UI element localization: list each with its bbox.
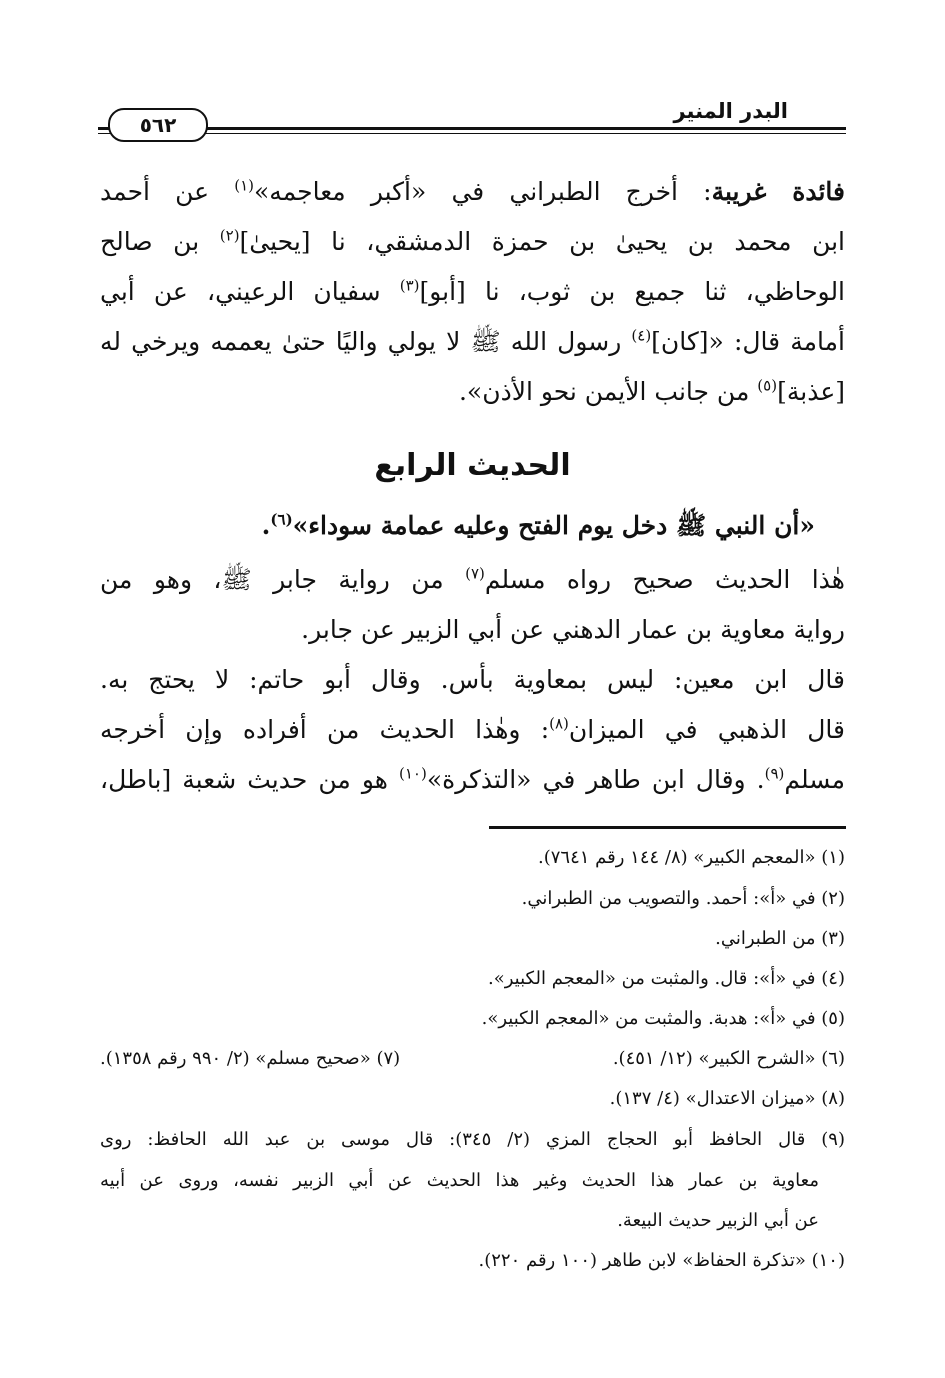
benefit-label: فائدة غريبة xyxy=(711,177,845,206)
footnote-9-line-1: (٩) قال الحافظ أبو الحجاج المزي (٢/ ٣٤٥): قال موسى بن عبد الله الحافظ: روى xyxy=(100,1129,845,1150)
footnote-ref: (٢) xyxy=(219,226,240,245)
body-text: : أخرج الطبراني في «أكبر معاجمه» xyxy=(254,177,712,206)
footnote-ref: (٧) xyxy=(465,564,485,583)
footnote-9-line-3: عن أبي الزبير حديث البيعة. xyxy=(617,1210,819,1231)
footnote-5: (٥) في «أ»: هدبة. والمثبت من «المعجم الكبير». xyxy=(481,1008,845,1029)
footnote-separator xyxy=(489,826,846,829)
body-text: من جانب الأيمن نحو الأذن». xyxy=(458,377,758,406)
section-title: الحديث الرابع xyxy=(374,448,571,483)
book-title: البدر المنير xyxy=(673,99,788,123)
hadith-quote: «أن النبي ﷺ دخل يوم الفتح وعليه عمامة سوداء» xyxy=(292,511,815,540)
footnote-10: (١٠) «تذكرة الحفاظ» لابن طاهر (١٠٠ رقم ٢٢٠). xyxy=(478,1250,845,1271)
body-line-4 xyxy=(100,322,845,362)
footnote-1: (١) «المعجم الكبير» (٨/ ١٤٤ رقم ٧٦٤١). xyxy=(538,847,845,868)
body-line-7: رواية معاوية بن عمار الدهني عن أبي الزبير عن جابر. xyxy=(301,615,845,644)
body-text: هو من حديث شعبة [باطل، xyxy=(100,765,399,794)
body-text: [عذبة] xyxy=(777,377,845,406)
body-text: هٰذا الحديث صحيح رواه مسلم xyxy=(484,565,845,594)
footnote-ref: (٣) xyxy=(399,276,420,295)
footnote-ref: (١) xyxy=(234,176,254,195)
body-text: سفيان الرعيني، عن أبي xyxy=(100,277,400,306)
footnote-9-line-2: معاوية بن عمار هذا الحديث وغير هذا الحديث عن أبي الزبير نفسه، وروى عن أبيه xyxy=(100,1170,819,1191)
body-text: أمامة قال: «[كان] xyxy=(651,327,845,356)
footnote-ref: (٩) xyxy=(764,764,785,783)
page-header xyxy=(98,96,846,146)
body-text: رسول الله ﷺ لا يولي واليًا حتىٰ يعممه ويرخي له xyxy=(100,327,632,356)
footnote-ref: (٤) xyxy=(631,326,652,345)
footnote-3: (٣) من الطبراني. xyxy=(715,928,845,949)
body-text: بن صالح xyxy=(100,227,220,256)
body-line-10 xyxy=(100,760,845,800)
page-number: ٥٦٢ xyxy=(108,108,208,142)
body-text: من رواية جابر ﷺ، وهو من xyxy=(100,565,466,594)
header-rule-thick xyxy=(98,127,846,130)
body-line-3 xyxy=(100,272,845,312)
body-text: مسلم xyxy=(784,765,845,794)
body-line-8: قال ابن معين: ليس بمعاوية بأس. وقال أبو حاتم: لا يحتج به. xyxy=(100,665,845,694)
body-text: الوحاظي، ثنا جميع بن ثوب، نا [أبو] xyxy=(419,277,845,306)
footnote-7: (٧) «صحيح مسلم» (٢/ ٩٩٠ رقم ١٣٥٨). xyxy=(100,1048,401,1069)
footnote-ref: (٦) xyxy=(270,510,293,529)
hadith-end: . xyxy=(261,511,271,540)
body-line-1 xyxy=(100,172,845,212)
hadith-text xyxy=(100,506,845,546)
footnote-8: (٨) «ميزان الاعتدال» (٤/ ١٣٧). xyxy=(609,1088,845,1109)
body-text: . وقال ابن طاهر في «التذكرة» xyxy=(426,765,765,794)
body-text: عن أحمد xyxy=(100,177,235,206)
body-text: قال الذهبي في الميزان xyxy=(568,715,845,744)
body-line-2 xyxy=(100,222,845,262)
body-text: : وهٰذا الحديث من أفراده وإن أخرجه xyxy=(100,715,550,744)
body-line-5 xyxy=(100,372,845,412)
footnote-ref: (١٠) xyxy=(398,764,427,783)
footnote-ref: (٥) xyxy=(757,376,778,395)
footnote-4: (٤) في «أ»: قال. والمثبت من «المعجم الكبير». xyxy=(488,968,845,989)
body-line-9 xyxy=(100,710,845,750)
footnote-6: (٦) «الشرح الكبير» (١٢/ ٤٥١). xyxy=(612,1048,845,1069)
header-rule-thin xyxy=(98,133,846,134)
body-line-6 xyxy=(100,560,845,600)
footnote-ref: (٨) xyxy=(549,714,569,733)
footnote-2: (٢) في «أ»: أحمد. والتصويب من الطبراني. xyxy=(521,888,845,909)
body-text: ابن محمد بن يحيىٰ بن حمزة الدمشقي، نا [يحيىٰ] xyxy=(239,227,845,256)
